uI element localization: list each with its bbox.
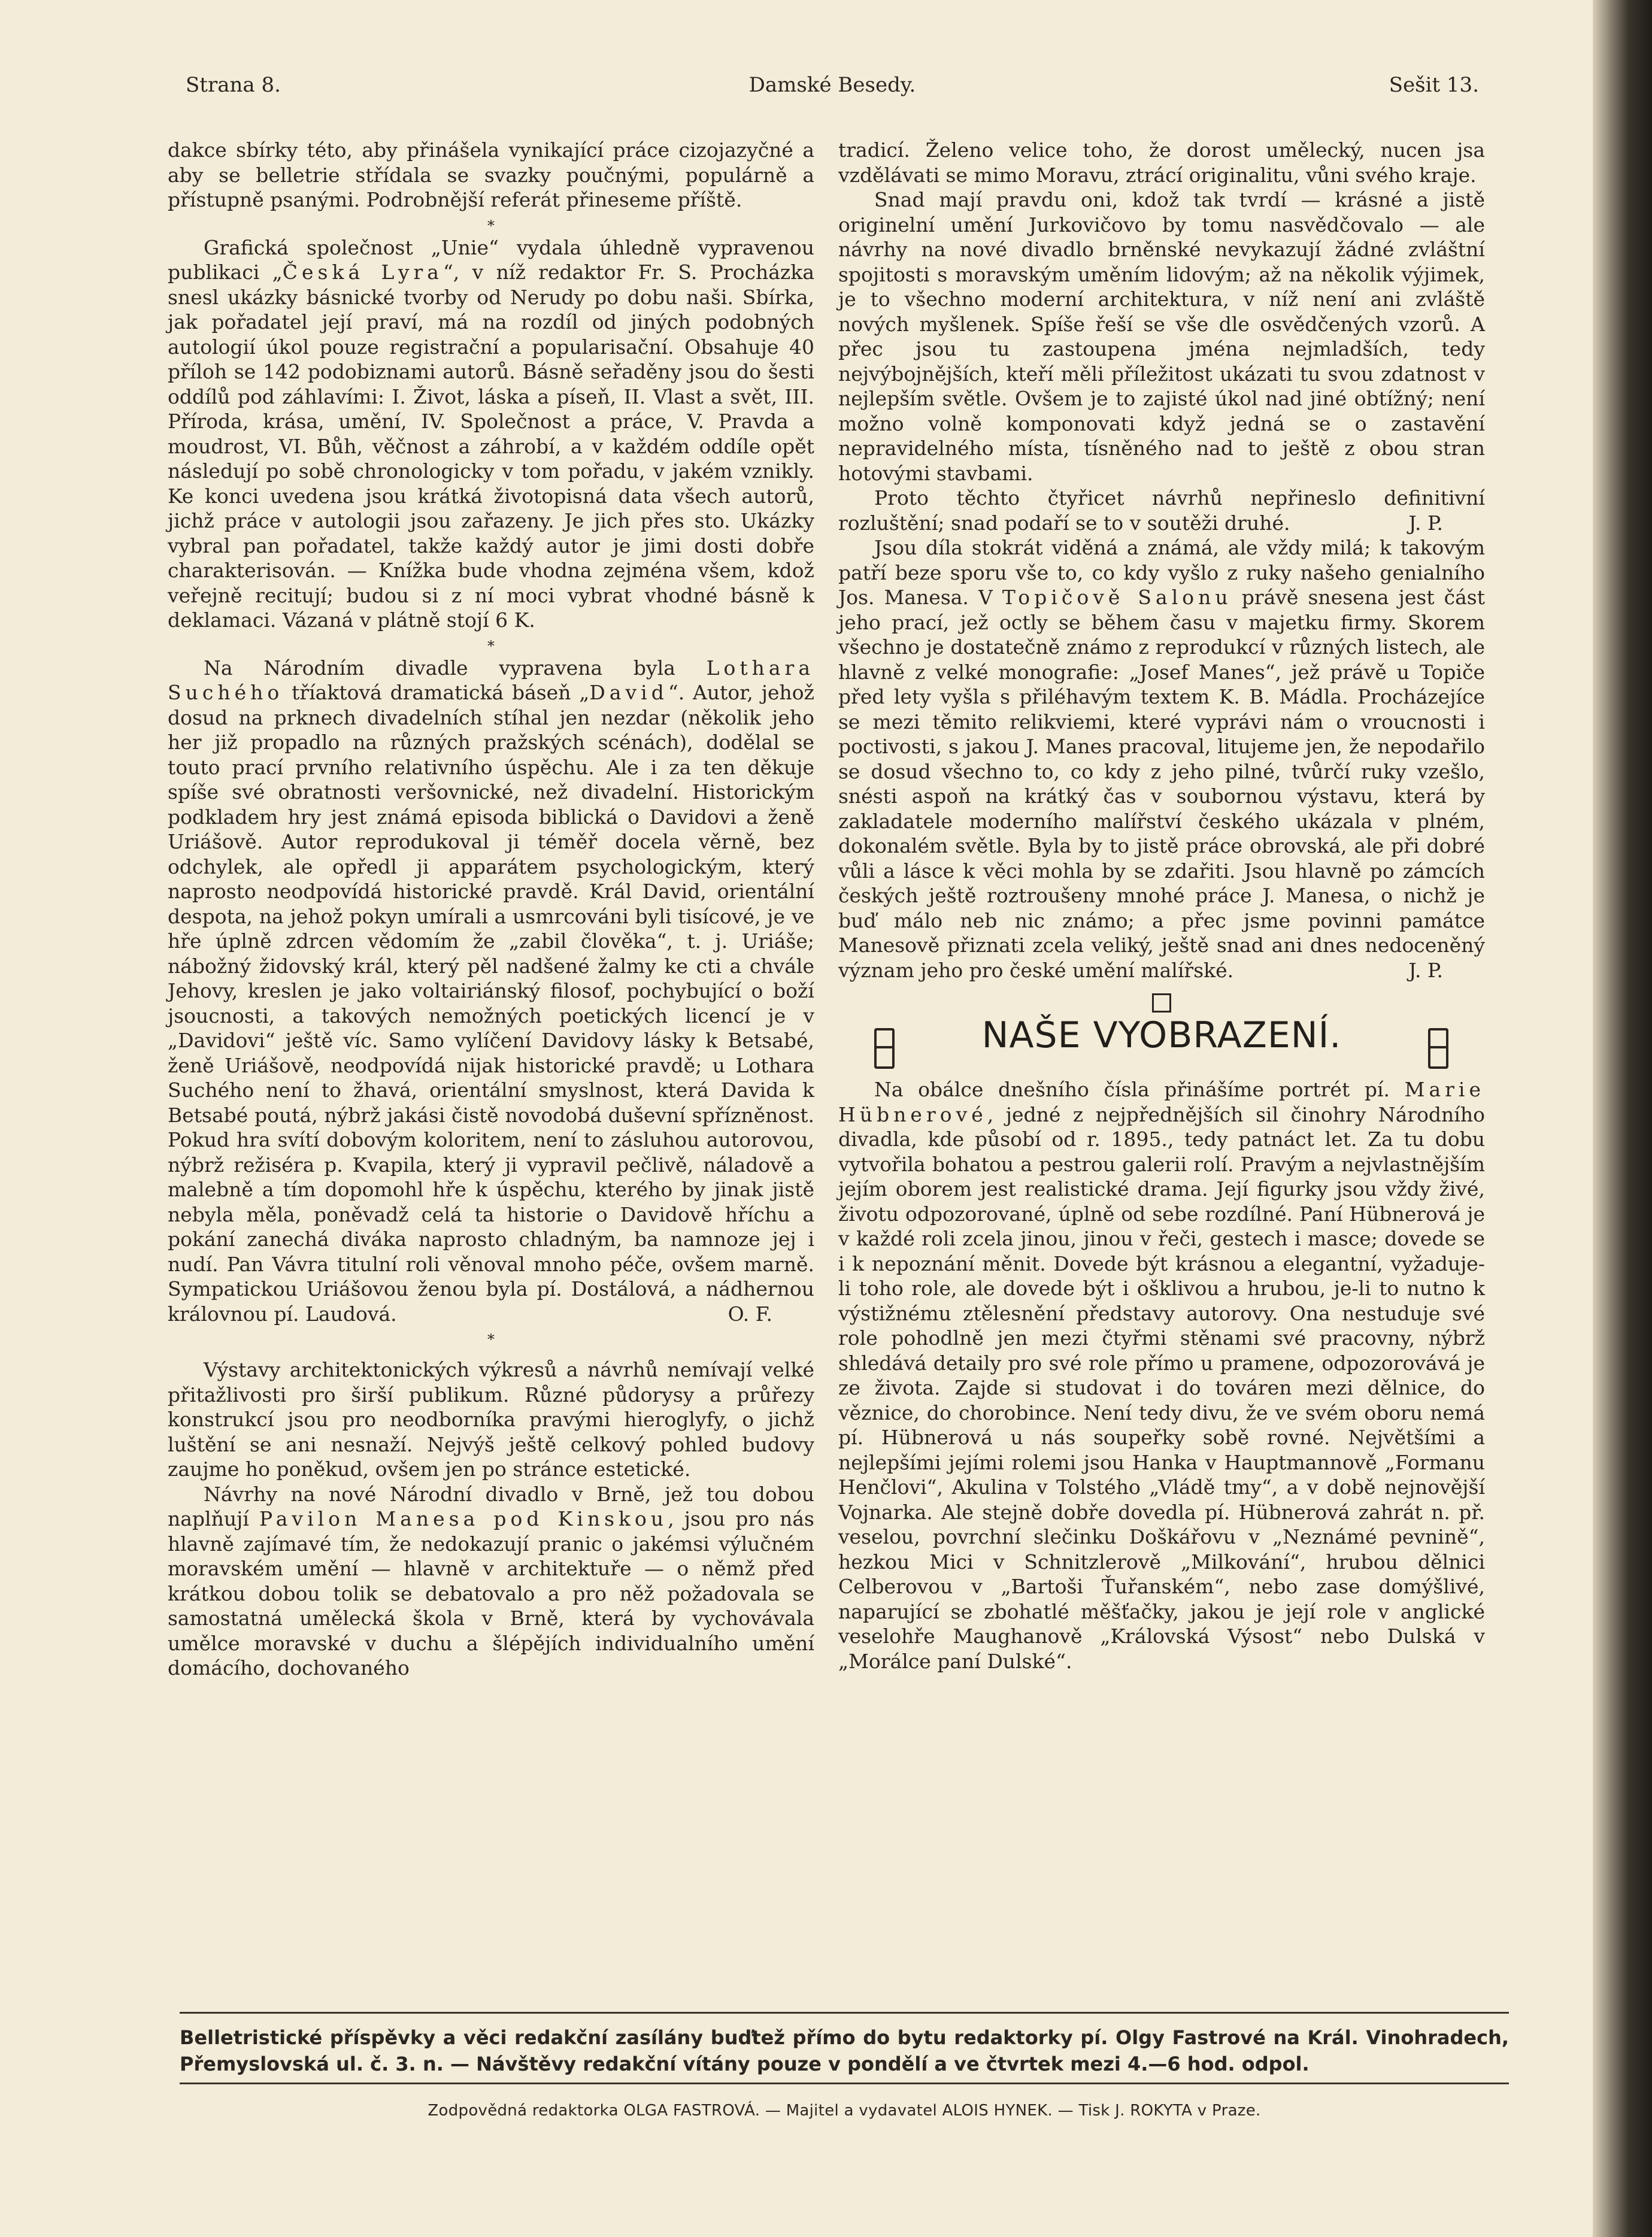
text-run: Jsou díla stokrát viděná a známá, ale vždy milá; k takovým patří beze sporu vše to, co kdy vyšlo z ruky našeho genialního Jos. Manesa. V xyxy=(838,536,1485,609)
square-ornament-icon xyxy=(1152,993,1171,1013)
left-column xyxy=(168,138,814,1681)
bracket-ornament-icon xyxy=(1428,1028,1448,1069)
spaced-name: Marie Hübnerové xyxy=(838,1078,1485,1126)
page-header xyxy=(186,73,1479,103)
author-signature: J. P. xyxy=(1408,958,1443,982)
text-run: , jedné z nejpřednějších sil činohry Národního divadla, kde působí od r. 1895., tedy patnáct let. Za tu dobu vytvořila bohatou a pestrou galerii rolí. Pravým a nejvlastnějším jejím oborem jest realistické drama. Její figurky jsou vždy živé, životu odpozorované, úplně od sebe rozdílné. Paní Hübnerová je v každé roli zcela jinou, jinou v řeči, gestech i masce; dovede se i k nepoznání měnit. Dovede být krásnou a elegantní, vyžaduje-li toho role, ale dovede být i ošklivou a hrubou, je-li to nutno k výstižnému ztělesnění představy autorovy. Ona nestuduje své role pohodlně jen mezi čtyřmi stěnami své pracovny, nýbrž shledává detaily pro své role přímo u pramene, odpozorovává je ze života. Zajde si studovat i do továren mezi dělnice, do věznice, do chorobince. Není tedy divu, že ve svém oboru nemá pí. Hübnerová u nás soupeřky sobě rovné. Největšími a nejlepšími jejími rolemi jsou Hanka v Hauptmannově „Formanu Henčlovi“, Akulina v Tolstého „Vládě tmy“, a v době nejnovější Vojnarka. Ale stejně dobře dovedla pí. Hübnerová zahrát n. př. veselou, povrchní slečinku Doškářovu v „Neznámé pevnině“, hezkou Mici v Schnitzlerově „Milkování“, hrubou dělnici Celberovou v „Bartoši Ťuřanském“, nebo zase domýšlivé, naparující se zbohatlé měšťačky, jakou je její role v anglické veselohře Maughanově „Královská Výsost“ nebo Dulská v „Morálce paní Dulské“. xyxy=(838,1102,1485,1673)
editorial-notice: Belletristické příspěvky a věci redakční zasílány buďtež přímo do bytu redaktorky pí. Olgy Fastrové na Král. Vinohradech, Přemyslovská ul. č. 3. n. — Návštěvy redakční vítány pouze v pondělí a ve čtvrtek mezi 4.—6 hod. odpol. xyxy=(180,2012,1509,2077)
page-edge-shadow xyxy=(1593,0,1652,2237)
article-ceska-lyra xyxy=(168,235,814,633)
text-run: právě snesena jest část jeho prací, jež octly se během času v majetku firmy. Skorem všechno je dostatečně známo z reprodukcí v různých listech, ale hlavně z velké monografie: „Josef Manes“, jež právě u Topiče před lety vyšla s přiléhavým textem K. B. Mádla. Procházejíce se mezi těmito relikviemi, které vyprávi nám o vroucnosti i poctivosti, s jakou J. Manes pracoval, litujeme jen, že nepodařilo se dosud všechno to, co kdy z jeho pilné, tvůrčí ruky vzešlo, snésti aspoň na krátký čas v soubornou výstavu, která by zakladatele moderního malířství českého ukázala v plném, dokonalém světle. Byla by to jistě práce obrovská, ale při dobré vůli a lásce k věci mohla by se zdařiti. Jsou hlavně po zámcích českých ještě roztroušeny mnohé práce J. Manesa, o nichž je buď málo neb nic známo; a přec jsme povinni památce Manesově přiznati zcela veliký, ještě snad ani dnes nedoceněný význam jeho pro české umění malířské. xyxy=(838,586,1486,982)
spaced-title: Česká Lyra xyxy=(282,260,443,284)
article-brno-theatre xyxy=(168,1482,814,1681)
article-hubnerova xyxy=(838,1077,1485,1674)
article-david-review xyxy=(168,656,814,1327)
text-run: Grafická společnost „Unie“ vydala úhledně vypravenou publikaci „ xyxy=(168,235,814,284)
article-paragraph: Snad mají pravdu oni, kdož tak tvrdí — krásné a jistě originelní umění Jurkovičovo by tomu nasvědčovalo — ale návrhy na nové divadlo brněnské nevykazují žádné zvláštní spojitosti s moravským uměním lidovým; až na několik výjimek, je to všechno moderní architektura, v níž není ani zvláště nových myšlenek. Spíše řeší se vše dle osvědčených vzorů. A přec jsou tu zastoupena jména nejmladších, tedy nejvýbojnějších, kteří měli příležitost ukázati tu svou zdatnost v nejlepším světle. Ovšem je to zajisté úkol nad jiné obtížný; není možno volně komponovati když jedná se o zastavění nepravidelného místa, tísněného nad to ještě z obou stran hotovými stavbami. xyxy=(838,188,1485,485)
text-run: Návrhy na nové Národní divadlo v Brně, jež tou dobou naplňují xyxy=(168,1482,814,1530)
text-run: “, v níž redaktor Fr. S. Procházka snesl ukázky básnické tvorby od Nerudy po dobu naši. Sbírka, jak pořadatel její praví, má na rozdíl od jiných podobných autologií úkol pouze registrační a popularisační. Obsahuje 40 příloh se 142 podobiznami autorů. Básně seřaděny jsou do šesti oddílů pod záhlavími: I. Život, láska a píseň, II. Vlast a svět, III. Příroda, krása, umění, IV. Společnost a práce, V. Pravda a moudrost, VI. Bůh, věčnost a záhrobí, a v každém oddíle opět následují po sobě chronologicky v tom pořadu, v jakém vznikly. Ke konci uvedena jsou krátká životopisná data všech autorů, jichž práce v autologii jsou zařazeny. Je jich přes sto. Ukázky vybral pan pořadatel, takže každý autor je jimi dosti dobře charakterisován. — Knížka bude vhodna zejména všem, kdož veřejně recitují; budou si z ní moci vybrat vhodné básně k deklamaci. Vázaná v plátně stojí 6 K. xyxy=(168,260,814,632)
author-signature: J. P. xyxy=(1408,511,1443,535)
section-heading xyxy=(838,993,1485,1071)
separator-star: * xyxy=(487,637,495,654)
issue-number: Sešit 13. xyxy=(1389,73,1479,97)
article-paragraph xyxy=(838,486,1485,535)
text-run: , jsou pro nás hlavně zajímavé tím, že nedokazují pranic o jakémsi výlučném moravském umění — hlavně v architektuře — o němž před krátkou dobou tolik se debatovalo a pro něž požadovala se samostatná umělecká škola v Brně, která by vychovávala umělce moravské v duchu a šlépějích individualního umění domácího, dochovaného xyxy=(168,1507,814,1680)
page-number: Strana 8. xyxy=(186,73,281,97)
spaced-venue: Topičově Salonu xyxy=(1002,586,1232,609)
separator-star: * xyxy=(487,217,495,234)
article-continuation: dakce sbírky této, aby přinášela vynikající práce cizojazyčné a aby se belletrie střídala se svazky poučnými, populárně a přístupně psanými. Podrobnější referát přineseme příště. xyxy=(168,138,814,211)
author-signature: O. F. xyxy=(728,1302,772,1326)
spaced-author: Lothara Suchého xyxy=(168,656,814,704)
text-run: Na obálce dnešního čísla přinášíme portrét pí. xyxy=(874,1078,1405,1101)
spaced-title: David xyxy=(589,681,668,704)
article-architecture: Výstavy architektonických výkresů a návrhů nemívají velké přitažlivosti pro širší publikum. Různé půdorysy a průřezy konstrukcí jsou pro neodborníka pravými hieroglyfy, o jichž luštění se ani nesnaží. Nejvýš ještě celkový pohled budovy zaujme ho poněkud, ovšem jen po stránce estetické. xyxy=(168,1358,814,1481)
section-title: NAŠE VYOBRAZENÍ. xyxy=(981,1014,1342,1056)
imprint-line: Zodpovědná redaktorka OLGA FASTROVÁ. — Majitel a vydavatel ALOIS HYNEK. — Tisk J. ROKYTA v Praze. xyxy=(428,2102,1261,2120)
text-run: “. Autor, jehož dosud na prknech divadelních stíhal jen nezdar (několik jeho her již propadlo na různých pražských scénách), dodělal se touto prací prvního relativního úspěchu. Ale i za ten děkuje spíše své obratnosti veršovnické, než divadelní. Historickým podkladem hry jest známá episoda biblická o Davidovi a ženě Uriášově. Autor reprodukoval ji téměř docela věrně, bez odchylek, ale opředl ji apparátem psychologickým, který naprosto neodpovídá historické pravdě. Král David, orientální despota, na jehož pokyn umírali a usmrcováni byli tisícové, je ve hře úplně zdrcen vědomím že „zabil člověka“, t. j. Uriáše; nábožný židovský král, který pěl nadšené žalmy ke cti a chvále Jehovy, kreslen je jako voltairiánský filosof, pochybující o boží jsoucnosti, a takových nemožných poetických licencí je v „Davidovi“ ještě víc. Samo vylíčení Davidovy lásky k Betsabé, ženě Uriášově, neodpovídá nijak historické pravdě; u Lothara Suchého není to žhavá, orientální smyslnost, která Davida k Betsabé poutá, nýbrž jakási čistě novodobá duševní spřízněnost. Pokud hra svítí dobovým koloritem, není to zásluhou autorovou, nýbrž režiséra p. Kvapila, který ji vypravil pečlivě, náladově a malebně a tím dopomohl hře k úspěchu, kterého by jinak jistě nebyla měla, poněvadž celá ta historie o Davidově hříchu a pokání zanechá diváka naprosto chladným, ba namnoze jej i nudí. Pan Vávra titulní roli věnoval mnoho péče, ovšem marně. Sympatickou Uriášovou ženou byla pí. Dostálová, a nádhernou královnou pí. Laudová. xyxy=(168,681,814,1326)
text-run: Na Národním divadle vypravena byla xyxy=(204,656,707,680)
footer-divider xyxy=(180,2083,1509,2084)
publication-title: Damské Besedy. xyxy=(748,73,916,97)
spaced-venue: Pavilon Manesa pod Kinskou xyxy=(259,1507,668,1530)
article-manes xyxy=(838,535,1485,983)
right-column xyxy=(838,138,1485,1674)
text-run: tříaktová dramatická báseň „ xyxy=(283,681,590,704)
separator-star: * xyxy=(487,1331,495,1348)
article-continuation: tradicí. Želeno velice toho, že dorost umělecký, nucen jsa vzdělávati se mimo Moravu, ztrácí originalitu, vůni svého kraje. xyxy=(838,138,1485,187)
text-run: Proto těchto čtyřicet návrhů nepřineslo definitivní rozluštění; snad podaří se to v soutěži druhé. xyxy=(838,486,1485,535)
